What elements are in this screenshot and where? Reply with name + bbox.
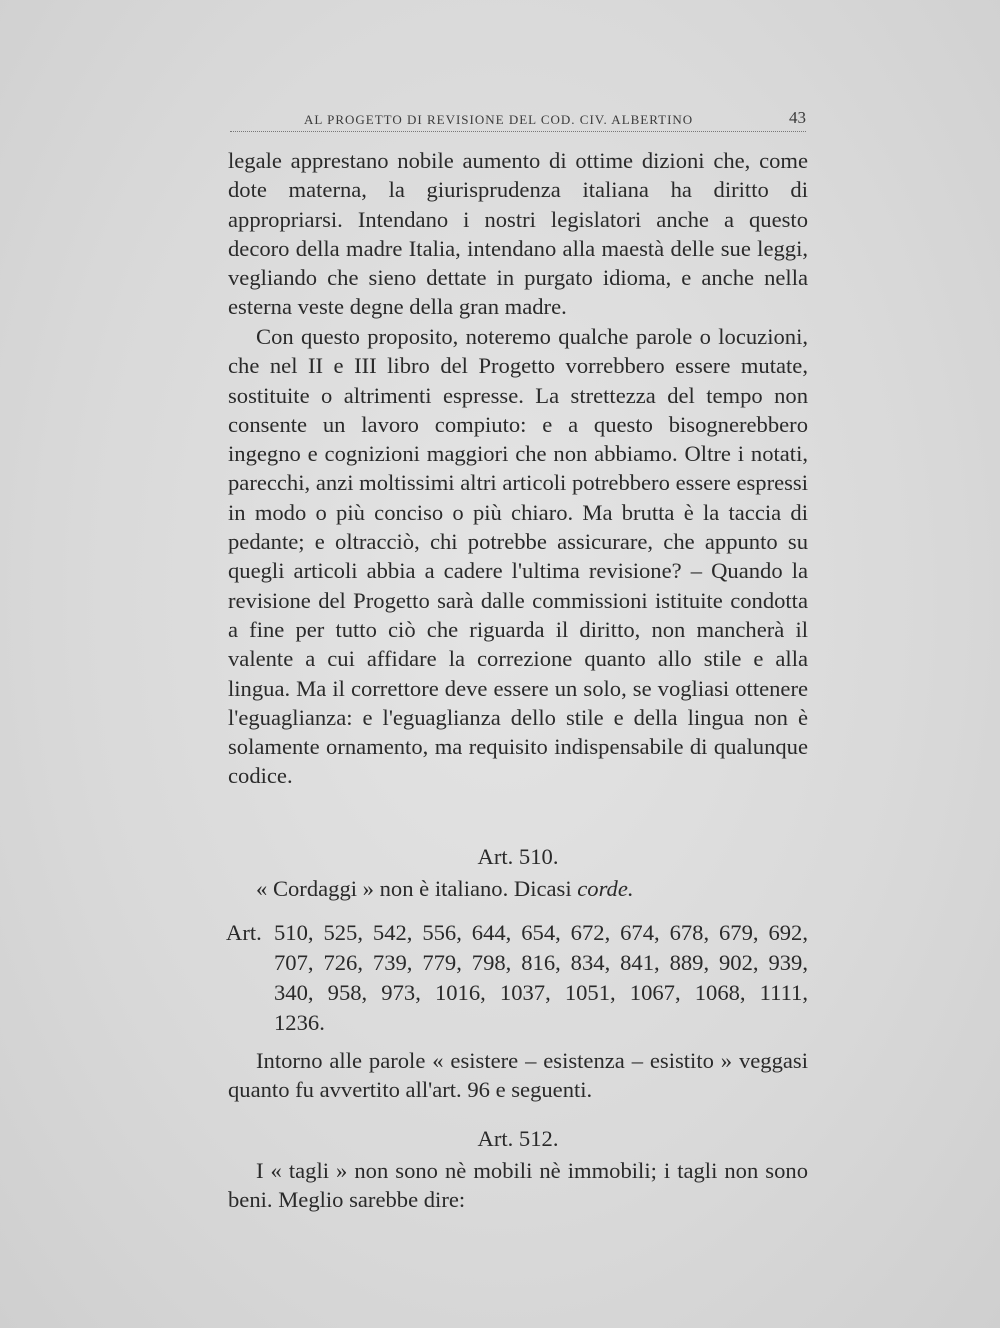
paragraph-proposito: Con questo proposito, noteremo qualche parole o locuzioni, che nel II e III libro del Progetto vorrebbero essere mutate, sostituite o altrimenti espresse. La strettezza del tempo non consente un lavoro compiuto: e a questo bisognerebbero ingegno e cognizioni maggiori che non abbiamo. Oltre i notati, parecchi, anzi moltissimi altri articoli potrebbero essere espressi in modo o più conciso o più chiaro. Ma brutta è la taccia di pedante; e oltracciò, chi potrebbe assicurare, che appunto su quegli articoli abbia a cadere l'ultima revisione? – Quando la revisione del Progetto sarà dalle commissioni istituite condotta a fine per tutto ciò che riguarda il diritto, non mancherà il valente a cui affidare la correzione quanto allo stile e alla lingua. Ma il correttore deve essere un solo, se vogliasi ottenere l'eguaglianza: e l'eguaglianza dello stile e della lingua non è solamente ornamento, ma requisito indispensabile di qualunque codice. xyxy=(228,324,808,789)
running-title: AL PROGETTO DI REVISIONE DEL COD. CIV. ALBERTINO xyxy=(304,112,694,127)
cordaggi-italic: corde. xyxy=(577,876,634,901)
paragraph-continuation: legale apprestano nobile aumento di ottime dizioni che, come dote materna, la giurisprudenza italiana ha diritto di appropriarsi. Intendano i nostri legislatori anche a questo decoro della madre Italia, intendano alla maestà delle sue leggi, vegliando che sieno dettate in purgato idioma, e anche nella esterna veste degne della gran madre. xyxy=(228,148,808,320)
cordaggi-text: « Cordaggi » non è italiano. Dicasi xyxy=(256,876,572,901)
cordaggi-note xyxy=(256,874,634,903)
article-heading-512: Art. 512. xyxy=(477,1126,559,1151)
article-list-label: Art. xyxy=(226,920,262,945)
paragraph-tagli: I « tagli » non sono nè mobili nè immobili; i tagli non sono beni. Meglio sarebbe dire: xyxy=(228,1158,808,1213)
page-number: 43 xyxy=(789,108,806,127)
article-heading-510: Art. 510. xyxy=(477,844,559,869)
article-number-list: 510, 525, 542, 556, 644, 654, 672, 674, 678, 679, 692, 707, 726, 739, 779, 798, 816, 834, 841, 889, 902, 939, 340, 958, 973, 1016, 1037, 1051, 1067, 1068, 1111, 1236. xyxy=(274,920,808,1035)
paragraph-esistere: Intorno alle parole « esistere – esistenza – esistito » veggasi quanto fu avvertito all'art. 96 e seguenti. xyxy=(228,1048,808,1103)
header-rule xyxy=(230,131,806,132)
running-head xyxy=(230,108,806,132)
